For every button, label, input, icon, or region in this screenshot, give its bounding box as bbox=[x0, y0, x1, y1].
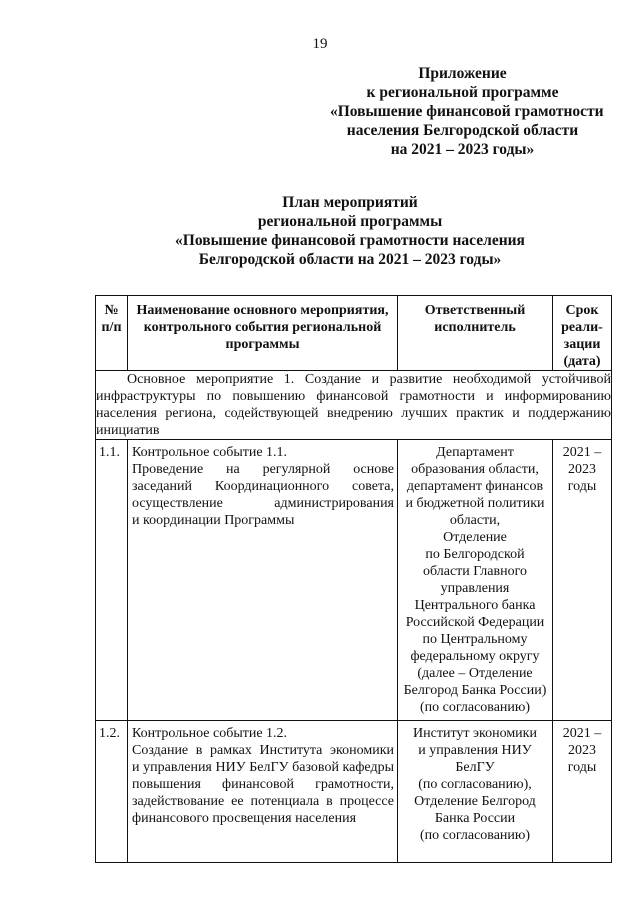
row-responsible-line: (по согласованию) bbox=[419, 828, 531, 843]
row-responsible-line: Отделение Белгород bbox=[414, 794, 536, 809]
row-name-line: заседаний Координационного совета, bbox=[132, 479, 394, 494]
row-responsible-line: Отделение bbox=[443, 530, 507, 545]
header-term-line: зации bbox=[563, 337, 601, 352]
header-name-line: контрольного события региональной bbox=[143, 320, 382, 335]
header-number bbox=[96, 296, 128, 371]
row-term-line: 2023 bbox=[568, 743, 596, 758]
row-term-line: 2023 bbox=[568, 462, 596, 477]
appendix-line: «Повышение финансовой грамотности bbox=[330, 103, 604, 120]
appendix-line: населения Белгородской области bbox=[346, 122, 579, 139]
row-name-line: финансового просвещения населения bbox=[132, 811, 357, 826]
header-responsible-line: Ответственный bbox=[424, 303, 526, 318]
row-name-line: повышения финансовой грамотности, bbox=[132, 777, 394, 792]
row-name bbox=[128, 721, 398, 863]
row-responsible bbox=[398, 440, 553, 721]
row-name-line: и координации Программы bbox=[132, 513, 295, 528]
header-name-line: программы bbox=[225, 337, 300, 352]
row-term-line: 2021 – bbox=[562, 726, 602, 741]
section-line: инициатив bbox=[96, 423, 160, 438]
header-term bbox=[553, 296, 612, 371]
row-responsible-line: образования области, bbox=[411, 462, 539, 477]
plan-title-line: региональной программы bbox=[257, 213, 443, 230]
row-responsible-line: и управления НИУ bbox=[418, 743, 532, 758]
row-responsible-line: (по согласованию) bbox=[419, 700, 531, 715]
row-responsible-line: (далее – Отделение bbox=[417, 666, 533, 681]
events-table bbox=[95, 295, 612, 863]
row-responsible-line: Центрального банка bbox=[414, 598, 536, 613]
header-term-line: (дата) bbox=[563, 354, 601, 369]
row-responsible-line: и бюджетной политики bbox=[405, 496, 545, 511]
section-cell bbox=[96, 371, 612, 440]
plan-title bbox=[90, 193, 610, 269]
row-responsible-line: федеральному округу bbox=[410, 649, 540, 664]
row-responsible-line: БелГУ bbox=[455, 760, 495, 775]
row-name-line: и управления НИУ БелГУ базовой кафедры bbox=[132, 760, 394, 775]
section-line: населения региона, содействующей внедрению лучших практик и поддержанию bbox=[96, 406, 611, 421]
header-number-line: № bbox=[104, 303, 119, 318]
table-row bbox=[96, 721, 612, 863]
row-responsible-line: по Белгородской bbox=[425, 547, 525, 562]
row-responsible-line: департамент финансов bbox=[406, 479, 544, 494]
row-term bbox=[553, 440, 612, 721]
row-term-line: годы bbox=[567, 479, 597, 494]
row-term-line: годы bbox=[567, 760, 597, 775]
section-line: инфраструктуры по повышению финансовой грамотности и информированию bbox=[96, 389, 611, 404]
header-term-line: реали- bbox=[561, 320, 603, 335]
header-responsible bbox=[398, 296, 553, 371]
header-number-line: п/п bbox=[101, 320, 122, 335]
row-responsible-line: Институт экономики bbox=[413, 726, 537, 741]
row-name bbox=[128, 440, 398, 721]
plan-title-line: «Повышение финансовой грамотности населения bbox=[175, 232, 525, 249]
row-responsible-line: по Центральному bbox=[422, 632, 528, 647]
header-name-line: Наименование основного мероприятия, bbox=[136, 303, 389, 318]
row-responsible-line: Департамент bbox=[436, 445, 514, 460]
page-number: 19 bbox=[312, 36, 328, 52]
header-responsible-line: исполнитель bbox=[434, 320, 516, 335]
row-responsible-line: (по согласованию), bbox=[418, 777, 532, 792]
row-number: 1.2. bbox=[96, 721, 128, 863]
section-row bbox=[96, 371, 612, 440]
row-term bbox=[553, 721, 612, 863]
row-responsible-line: области Главного bbox=[422, 564, 528, 579]
row-responsible-line: Банка России bbox=[434, 811, 516, 826]
row-responsible-line: Российской Федерации bbox=[405, 615, 545, 630]
row-responsible bbox=[398, 721, 553, 863]
row-name-line: Создание в рамках Института экономики bbox=[132, 743, 394, 758]
row-name-title: Контрольное событие 1.2. bbox=[132, 726, 288, 741]
plan-title-line: План мероприятий bbox=[282, 194, 418, 211]
header-name bbox=[128, 296, 398, 371]
appendix-line: Приложение bbox=[418, 65, 507, 82]
row-number: 1.1. bbox=[96, 440, 128, 721]
row-responsible-line: управления bbox=[440, 581, 510, 596]
table-header-row bbox=[96, 296, 612, 371]
row-term-line: 2021 – bbox=[562, 445, 602, 460]
table-row bbox=[96, 440, 612, 721]
section-line: Основное мероприятие 1. Создание и развитие необходимой устойчивой bbox=[127, 372, 611, 387]
header-term-line: Срок bbox=[565, 303, 599, 318]
appendix-line: к региональной программе bbox=[366, 84, 559, 101]
row-name-title: Контрольное событие 1.1. bbox=[132, 445, 288, 460]
appendix-block bbox=[330, 64, 604, 159]
row-name-line: задействование ее потенциала в процессе bbox=[132, 794, 394, 809]
plan-title-line: Белгородской области на 2021 – 2023 годы» bbox=[198, 251, 502, 268]
row-name-line: Проведение на регулярной основе bbox=[132, 462, 394, 477]
row-responsible-line: Белгород Банка России) bbox=[403, 683, 547, 698]
row-responsible-line: области, bbox=[449, 513, 501, 528]
appendix-line: на 2021 – 2023 годы» bbox=[390, 141, 535, 158]
row-name-line: осуществление администрирования bbox=[132, 496, 394, 511]
